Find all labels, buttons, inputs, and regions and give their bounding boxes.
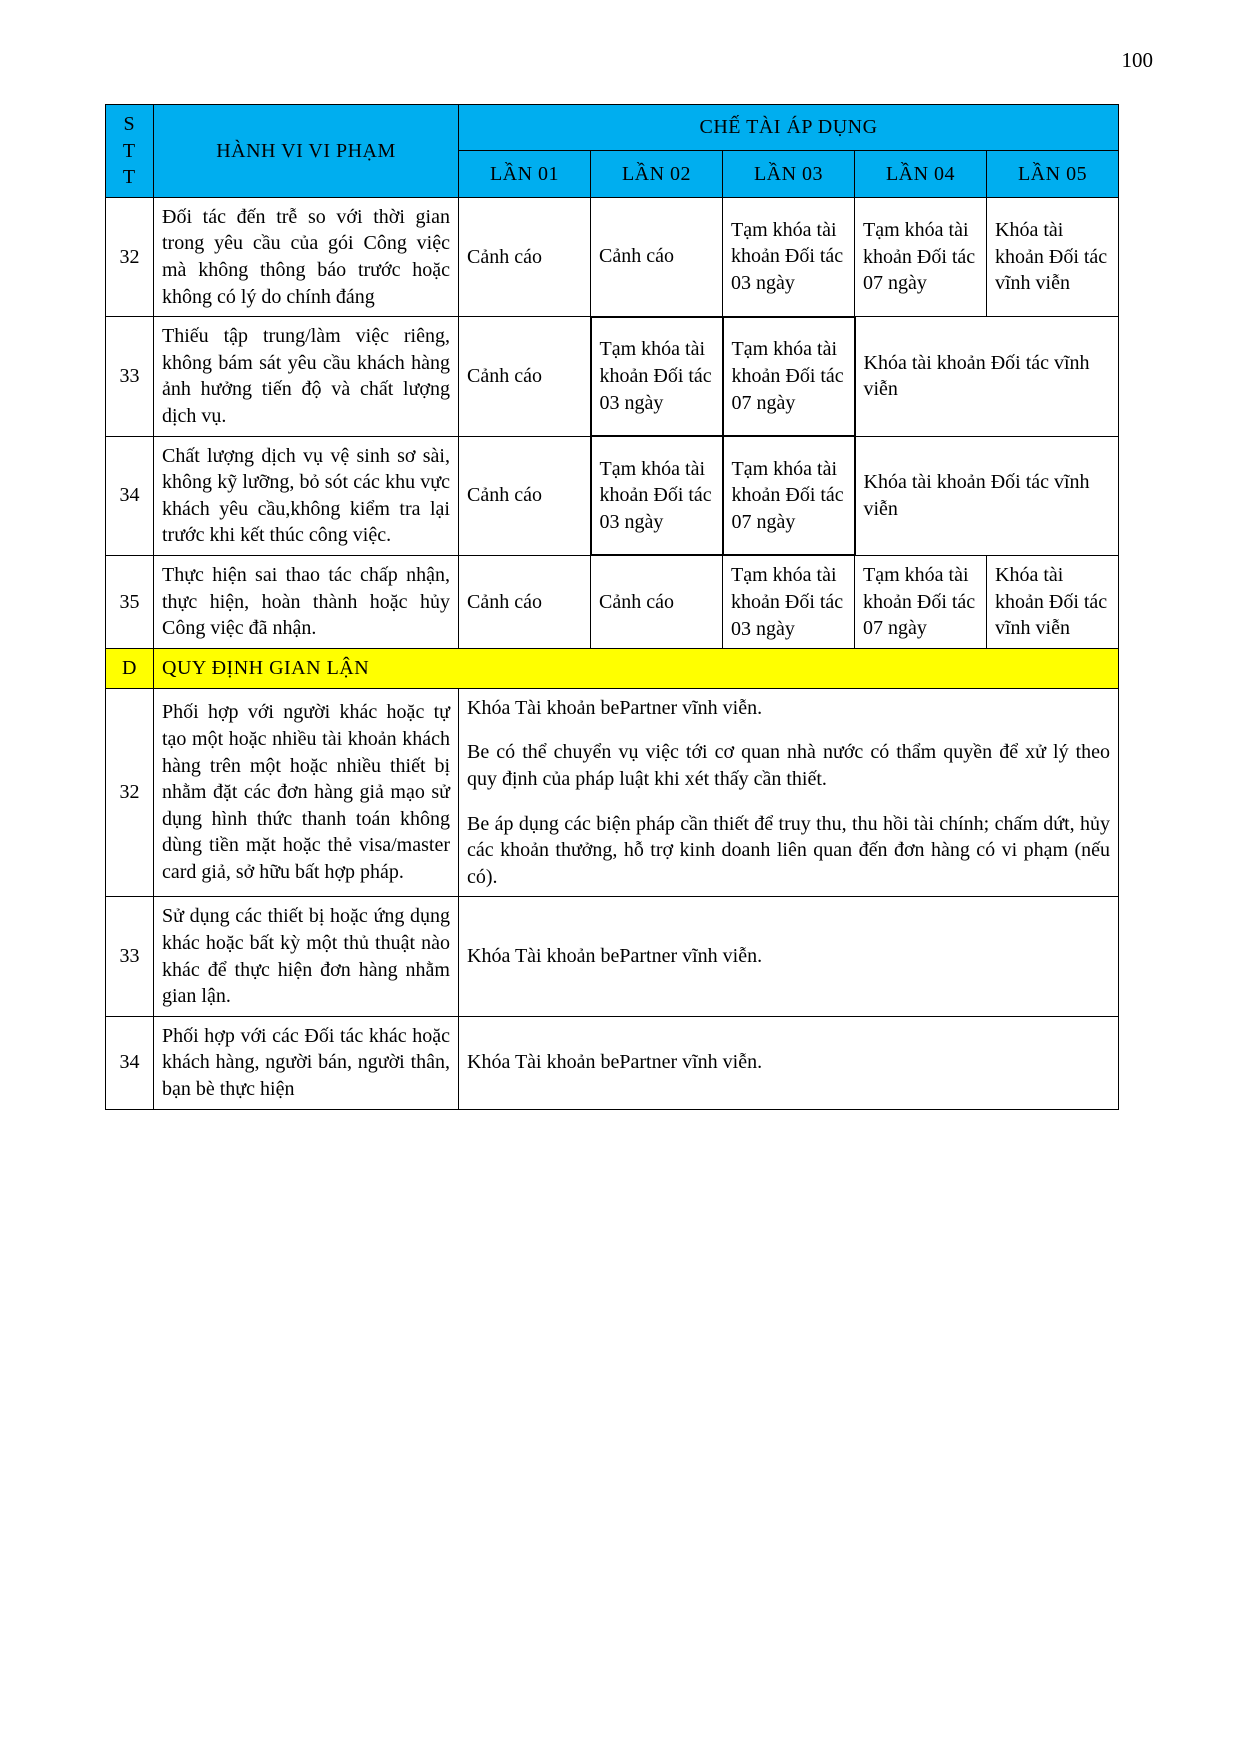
row-stt: 33 bbox=[106, 897, 154, 1016]
page-number: 100 bbox=[1121, 48, 1153, 72]
row-description: Phối hợp với người khác hoặc tự tạo một hoặc nhiều tài khoản khách hàng trên một hoặc nhiều thiết bị nhằm đặt các đơn hàng giả mạo sử dụng hình thức thanh toán không dùng tiền mặt hoặc thẻ visa/master card giả, sở hữu bất hợp pháp. bbox=[154, 688, 459, 897]
row-stt: 34 bbox=[106, 436, 154, 555]
row-penalty-lan-02: Cảnh cáo bbox=[591, 555, 723, 648]
header-lan-05: LẦN 05 bbox=[987, 151, 1119, 197]
section-header-row bbox=[106, 649, 1119, 689]
header-stt-line-1: S bbox=[123, 113, 136, 135]
row-stt: 32 bbox=[106, 197, 154, 316]
table-row bbox=[106, 897, 1119, 1016]
row-penalty-lan-01: Cảnh cáo bbox=[459, 317, 591, 436]
header-stt-line-3: T bbox=[122, 166, 137, 189]
table-row bbox=[106, 688, 1119, 897]
row-penalty-lan-05: Khóa tài khoản Đối tác vĩnh viễn bbox=[987, 197, 1119, 316]
row-penalty-lan-03: Tạm khóa tài khoản Đối tác 07 ngày bbox=[723, 436, 855, 555]
row-penalty-lan-04-05: Khóa tài khoản Đối tác vĩnh viễn bbox=[855, 317, 1119, 436]
row-penalty-lan-03: Tạm khóa tài khoản Đối tác 07 ngày bbox=[723, 317, 855, 436]
row-description: Sử dụng các thiết bị hoặc ứng dụng khác hoặc bất kỳ một thủ thuật nào khác để thực hiện đơn hàng nhằm gian lận. bbox=[154, 897, 459, 1016]
row-description: Thiếu tập trung/làm việc riêng, không bám sát yêu cầu khách hàng ảnh hưởng tiến độ và chất lượng dịch vụ. bbox=[154, 317, 459, 436]
row-penalty-full: Khóa Tài khoản bePartner vĩnh viễn. bbox=[459, 897, 1119, 1016]
row-penalty-lan-03: Tạm khóa tài khoản Đối tác 03 ngày bbox=[723, 197, 855, 316]
table-row bbox=[106, 317, 1119, 436]
row-penalty-lan-03: Tạm khóa tài khoản Đối tác 03 ngày bbox=[723, 555, 855, 648]
violation-penalty-table bbox=[105, 104, 1119, 1110]
section-letter: D bbox=[106, 649, 154, 689]
header-che-tai-ap-dung: CHẾ TÀI ÁP DỤNG bbox=[459, 105, 1119, 151]
row-stt: 35 bbox=[106, 555, 154, 648]
header-lan-03: LẦN 03 bbox=[723, 151, 855, 197]
row-description: Chất lượng dịch vụ vệ sinh sơ sài, không kỹ lưỡng, bỏ sót các khu vực khách yêu cầu,không kiểm tra lại trước khi kết thúc công việc. bbox=[154, 436, 459, 555]
table-header-row-1 bbox=[106, 105, 1119, 151]
table-row bbox=[106, 1016, 1119, 1109]
header-stt-line-2: T bbox=[122, 139, 137, 162]
row-penalty-lan-04: Tạm khóa tài khoản Đối tác 07 ngày bbox=[855, 197, 987, 316]
penalty-paragraph: Khóa Tài khoản bePartner vĩnh viễn. bbox=[467, 696, 763, 719]
row-stt: 33 bbox=[106, 317, 154, 436]
row-description: Phối hợp với các Đối tác khác hoặc khách hàng, người bán, người thân, bạn bè thực hiện bbox=[154, 1016, 459, 1109]
table-row bbox=[106, 197, 1119, 316]
header-lan-02: LẦN 02 bbox=[591, 151, 723, 197]
row-penalty-lan-01: Cảnh cáo bbox=[459, 197, 591, 316]
row-description: Thực hiện sai thao tác chấp nhận, thực hiện, hoàn thành hoặc hủy Công việc đã nhận. bbox=[154, 555, 459, 648]
violation-penalty-table-wrapper bbox=[105, 104, 1118, 1110]
row-penalty-lan-02: Tạm khóa tài khoản Đối tác 03 ngày bbox=[591, 317, 723, 436]
row-penalty-full: Khóa Tài khoản bePartner vĩnh viễn. bbox=[459, 1016, 1119, 1109]
row-penalty-lan-05: Khóa tài khoản Đối tác vĩnh viễn bbox=[987, 555, 1119, 648]
row-penalty-lan-04-05: Khóa tài khoản Đối tác vĩnh viễn bbox=[855, 436, 1119, 555]
row-stt: 32 bbox=[106, 688, 154, 897]
row-penalty-lan-01: Cảnh cáo bbox=[459, 436, 591, 555]
row-penalty-lan-04: Tạm khóa tài khoản Đối tác 07 ngày bbox=[855, 555, 987, 648]
table-row bbox=[106, 555, 1119, 648]
header-lan-01: LẦN 01 bbox=[459, 151, 591, 197]
row-penalty-lan-02: Tạm khóa tài khoản Đối tác 03 ngày bbox=[591, 436, 723, 555]
table-row bbox=[106, 436, 1119, 555]
header-hanh-vi-vi-pham: HÀNH VI VI PHẠM bbox=[154, 105, 459, 198]
header-stt bbox=[106, 105, 154, 198]
penalty-paragraph: Be có thể chuyển vụ việc tới cơ quan nhà nước có thẩm quyền để xử lý theo quy định của pháp luật khi xét thấy cần thiết. bbox=[467, 741, 1111, 790]
row-penalty-lan-02: Cảnh cáo bbox=[591, 197, 723, 316]
row-stt: 34 bbox=[106, 1016, 154, 1109]
row-penalty-lan-01: Cảnh cáo bbox=[459, 555, 591, 648]
row-description: Đối tác đến trễ so với thời gian trong yêu cầu của gói Công việc mà không thông báo trước hoặc không có lý do chính đáng bbox=[154, 197, 459, 316]
row-penalty-full bbox=[459, 688, 1119, 897]
penalty-paragraph: Be áp dụng các biện pháp cần thiết để truy thu, thu hồi tài chính; chấm dứt, hủy các khoản thưởng, hỗ trợ kinh doanh liên quan đến đơn hàng có vi phạm (nếu có). bbox=[467, 812, 1111, 888]
section-title: QUY ĐỊNH GIAN LẬN bbox=[154, 649, 1119, 689]
header-lan-04: LẦN 04 bbox=[855, 151, 987, 197]
